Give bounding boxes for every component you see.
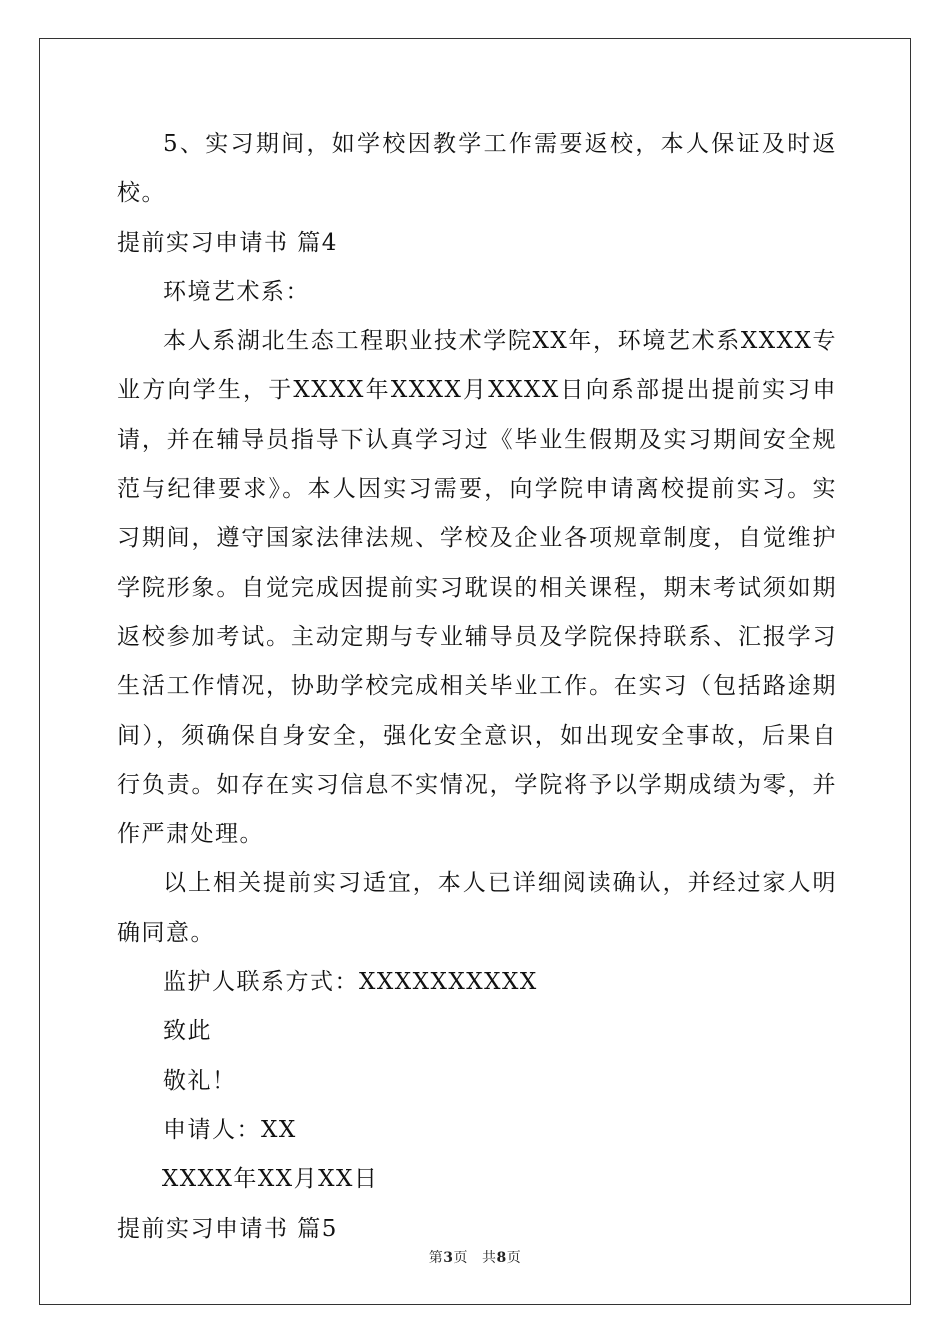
current-page-number: 3 (443, 1250, 454, 1266)
confirmation-paragraph: 以上相关提前实习适宜，本人已详细阅读确认，并经过家人明确同意。 (117, 870, 837, 946)
closing-line: 致此 (163, 1018, 212, 1045)
footer-page-suffix: 页 (453, 1250, 468, 1266)
footer-total-prefix: 共 (482, 1250, 497, 1266)
section-heading-4: 提前实习申请书 篇4 (117, 229, 338, 256)
section-heading-5: 提前实习申请书 篇5 (117, 1215, 338, 1242)
footer-total-suffix: 页 (506, 1250, 522, 1266)
footer-prefix: 第 (428, 1250, 444, 1266)
guardian-contact: 监护人联系方式：XXXXXXXXXX (163, 969, 538, 996)
document-body (117, 120, 837, 1254)
page-footer (0, 1247, 950, 1267)
total-page-count: 8 (496, 1250, 507, 1266)
applicant-line: 申请人：XX (163, 1116, 297, 1143)
salutation: 环境艺术系： (163, 278, 310, 305)
paragraph-item-5: 5、实习期间，如学校因教学工作需要返校，本人保证及时返校。 (117, 131, 837, 207)
application-body-paragraph: 本人系湖北生态工程职业技术学院XX年，环境艺术系XXXX专业方向学生，于XXXX年XXXX月XXXX日向系部提出提前实习申请，并在辅导员指导下认真学习过《毕业生假期及实习期间安全规范与纪律要求》。本人因实习需要，向学院申请离校提前实习。实习期间，遵守国家法律法规、学校及企业各项规章制度，自觉维护学院形象。自觉完成因提前实习耽误的相关课程，期末考试须如期返校参加考试。主动定期与专业辅导员及学院保持联系、汇报学习生活工作情况，协助学校完成相关毕业工作。在实习（包括路途期间），须确保自身安全，强化安全意识，如出现安全事故，后果自行负责。如存在实习信息不实情况，学院将予以学期成绩为零，并作严肃处理。 (117, 328, 837, 848)
date-line: XXXX年XX月XX日 (161, 1166, 379, 1193)
regards-line: 敬礼！ (163, 1067, 237, 1094)
